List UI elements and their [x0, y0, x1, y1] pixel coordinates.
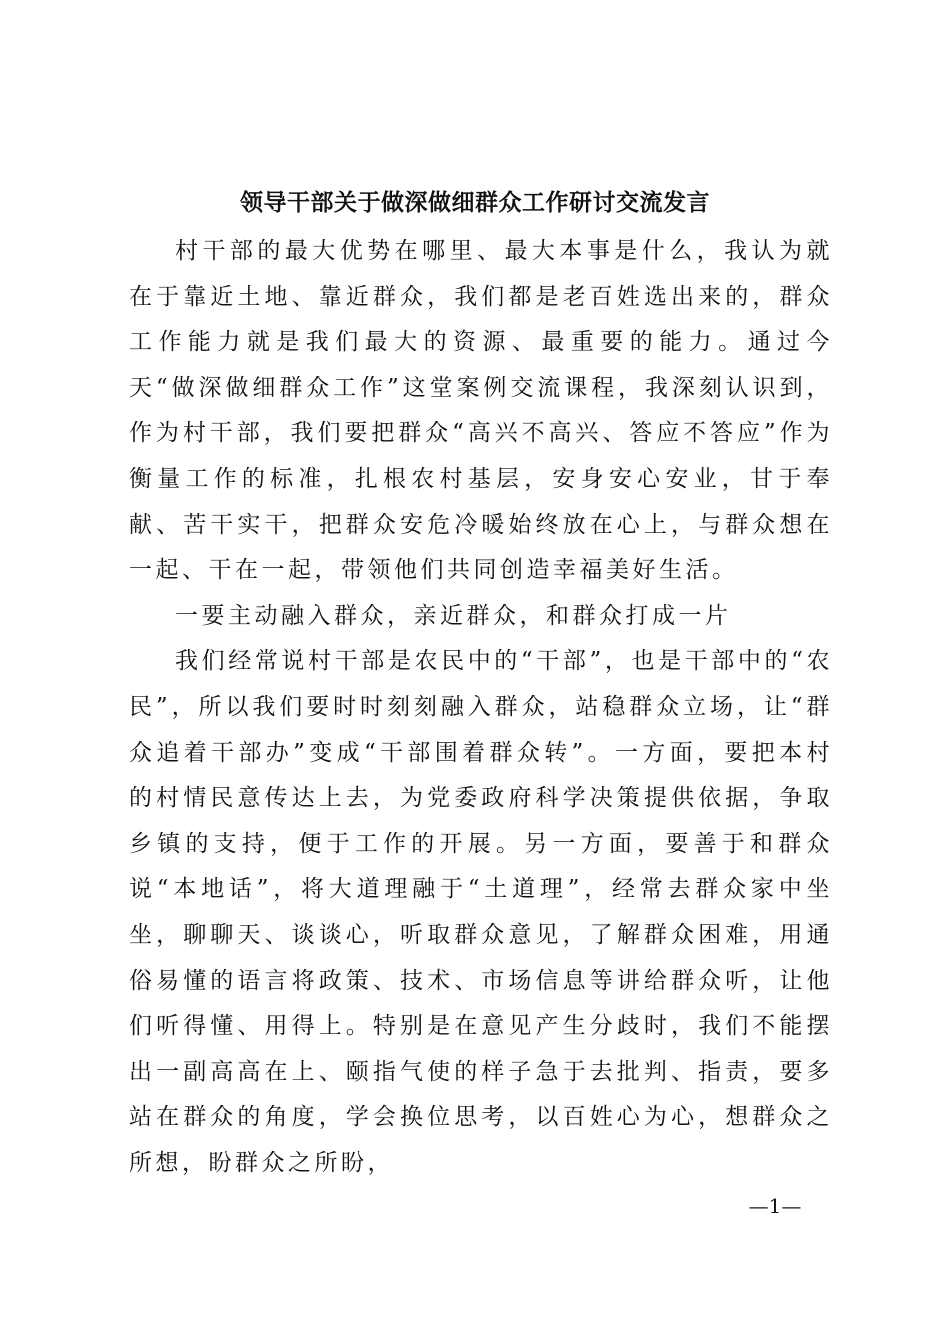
document-title: 领导干部关于做深做细群众工作研讨交流发言 — [240, 189, 710, 216]
page-number: —1— — [748, 1194, 802, 1218]
section-heading-1: 一要主动融入群众，亲近群众，和群众打成一片 — [175, 602, 732, 629]
paragraph-section-1: 我们经常说村干部是农民中的“干部”，也是干部中的“农民”，所以我们要时时刻刻融入群众，站稳群众立场，让“群众追着干部办”变成“干部围着群众转”。一方面，要把本村的村情民意传达上去，为党委政府科学决策提供依据，争取乡镇的支持，便于工作的开展。另一方面，要善于和群众说“本地话”，将大道理融于“土道理”，经常去群众家中坐坐，聊聊天、谈谈心，听取群众意见，了解群众困难，用通俗易懂的语言将政策、技术、市场信息等讲给群众听，让他们听得懂、用得上。特别是在意见产生分歧时，我们不能摆出一副高高在上、颐指气使的样子急于去批判、指责，要多站在群众的角度，学会换位思考，以百姓心为心，想群众之所想，盼群众之所盼， — [129, 648, 833, 1176]
paragraph-intro: 村干部的最大优势在哪里、最大本事是什么，我认为就在于靠近土地、靠近群众，我们都是老百姓选出来的，群众工作能力就是我们最大的资源、最重要的能力。通过今天“做深做细群众工作”这堂案例交流课程，我深刻认识到，作为村干部，我们要把群众“高兴不高兴、答应不答应”作为衡量工作的标准，扎根农村基层，安身安心安业，甘于奉献、苦干实干，把群众安危冷暖始终放在心上，与群众想在一起、干在一起，带领他们共同创造幸福美好生活。 — [129, 238, 833, 584]
document-body — [129, 229, 833, 1186]
